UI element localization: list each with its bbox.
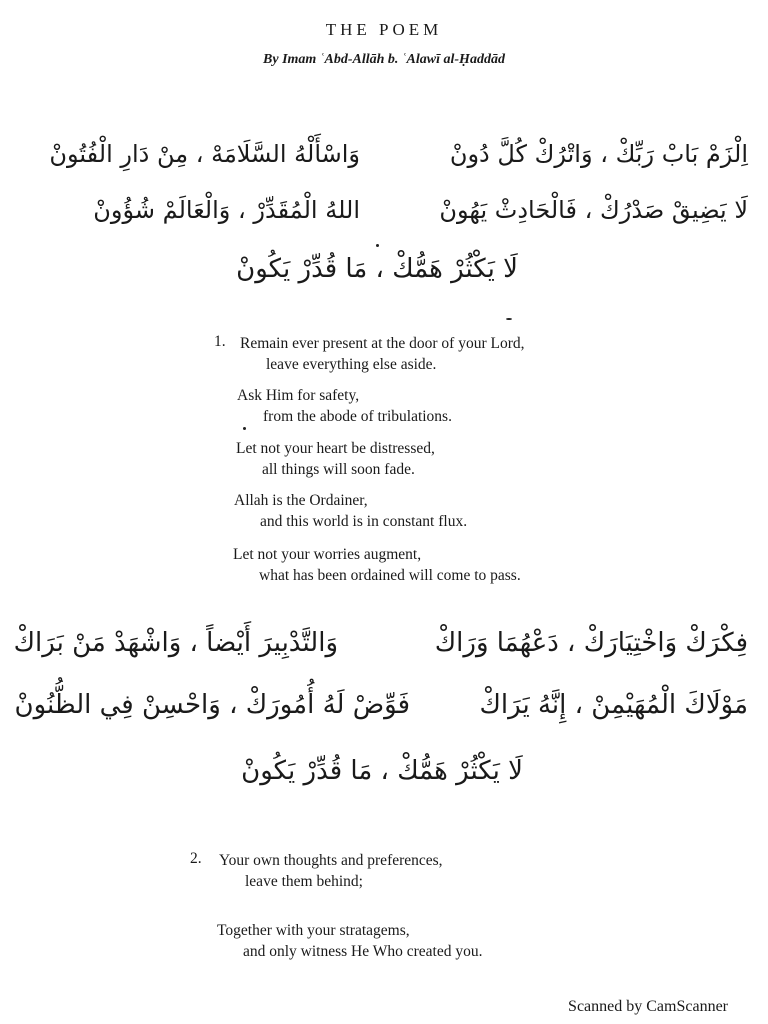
verse-line: Ask Him for safety, [237,387,360,404]
arabic-verse-1-line-2-right: لَا يَضِيقْ صَدْرُكْ ، فَالْحَادِثْ يَهُونْ [439,196,748,224]
verse-line-indented: what has been ordained will come to pass. [259,567,521,584]
arabic-verse-2-line-2-left: فَوِّضْ لَهُ أُمُورَكْ ، وَاحْسِنْ فِي الظُّنُونْ [14,690,410,720]
verse-line-indented: leave them behind; [245,873,363,890]
scan-speck [243,427,246,430]
verse-line: Remain ever present at the door of your Lord, [240,335,525,352]
arabic-verse-1-line-2-left: اللهُ الْمُقَدِّرْ ، وَالْعَالَمْ شُؤُونْ [93,196,360,224]
verse-line-indented: from the abode of tribulations. [263,408,452,425]
verse-line-indented: and only witness He Who created you. [243,943,483,960]
arabic-verse-1-line-1-right: اِلْزَمْ بَابْ رَبِّكْ ، وَاتْرُكْ كُلَّ دُونْ [449,140,748,168]
verse-1-stanza-2 [237,385,452,427]
verse-line-indented: leave everything else aside. [266,356,437,373]
verse-line-indented: all things will soon fade. [262,461,415,478]
arabic-refrain-2: لَا يَكْثُرْ هَمُّكْ ، مَا قُدِّرْ يَكُونْ [241,756,523,786]
verse-line: Your own thoughts and preferences, [219,852,443,869]
page-title: THE POEM [325,20,443,39]
scan-speck [506,318,512,320]
verse-1-number: 1. [214,333,226,350]
verse-line-indented: and this world is in constant flux. [260,513,468,530]
scanner-watermark: Scanned by CamScanner [568,998,728,1015]
verse-1-stanza-4 [234,490,467,532]
verse-line: Let not your heart be distressed, [236,440,435,457]
verse-2-stanza-2 [217,920,482,962]
verse-2-number: 2. [190,850,202,867]
verse-1-stanza-3 [236,438,435,480]
verse-line: Together with your stratagems, [217,922,410,939]
verse-2-stanza-1 [219,850,443,892]
verse-1-stanza-5 [233,544,521,586]
verse-line: Allah is the Ordainer, [234,492,368,509]
arabic-verse-2-line-2-right: مَوْلَاكَ الْمُهَيْمِنْ ، إِنَّهُ يَرَاكْ [479,690,748,720]
arabic-verse-2-line-1-left: وَالتَّدْبِيرَ أَيْضاً ، وَاشْهَدْ مَنْ بَرَاكْ [13,628,338,658]
arabic-verse-2-line-1-right: فِكْرَكْ وَاخْتِيَارَكْ ، دَعْهُمَا وَرَاكْ [434,628,748,658]
verse-1-stanza-1 [240,333,525,375]
verse-line: Let not your worries augment, [233,546,422,563]
author-byline: By Imam ʿAbd-Allāh b. ʿAlawī al-Ḥaddād [263,52,505,67]
scan-speck [376,244,379,247]
arabic-refrain-1: لَا يَكْثُرْ هَمُّكْ ، مَا قُدِّرْ يَكُونْ [236,254,518,284]
arabic-verse-1-line-1-left: وَاسْأَلْهُ السَّلَامَهْ ، مِنْ دَارِ الْفُتُونْ [49,140,360,168]
